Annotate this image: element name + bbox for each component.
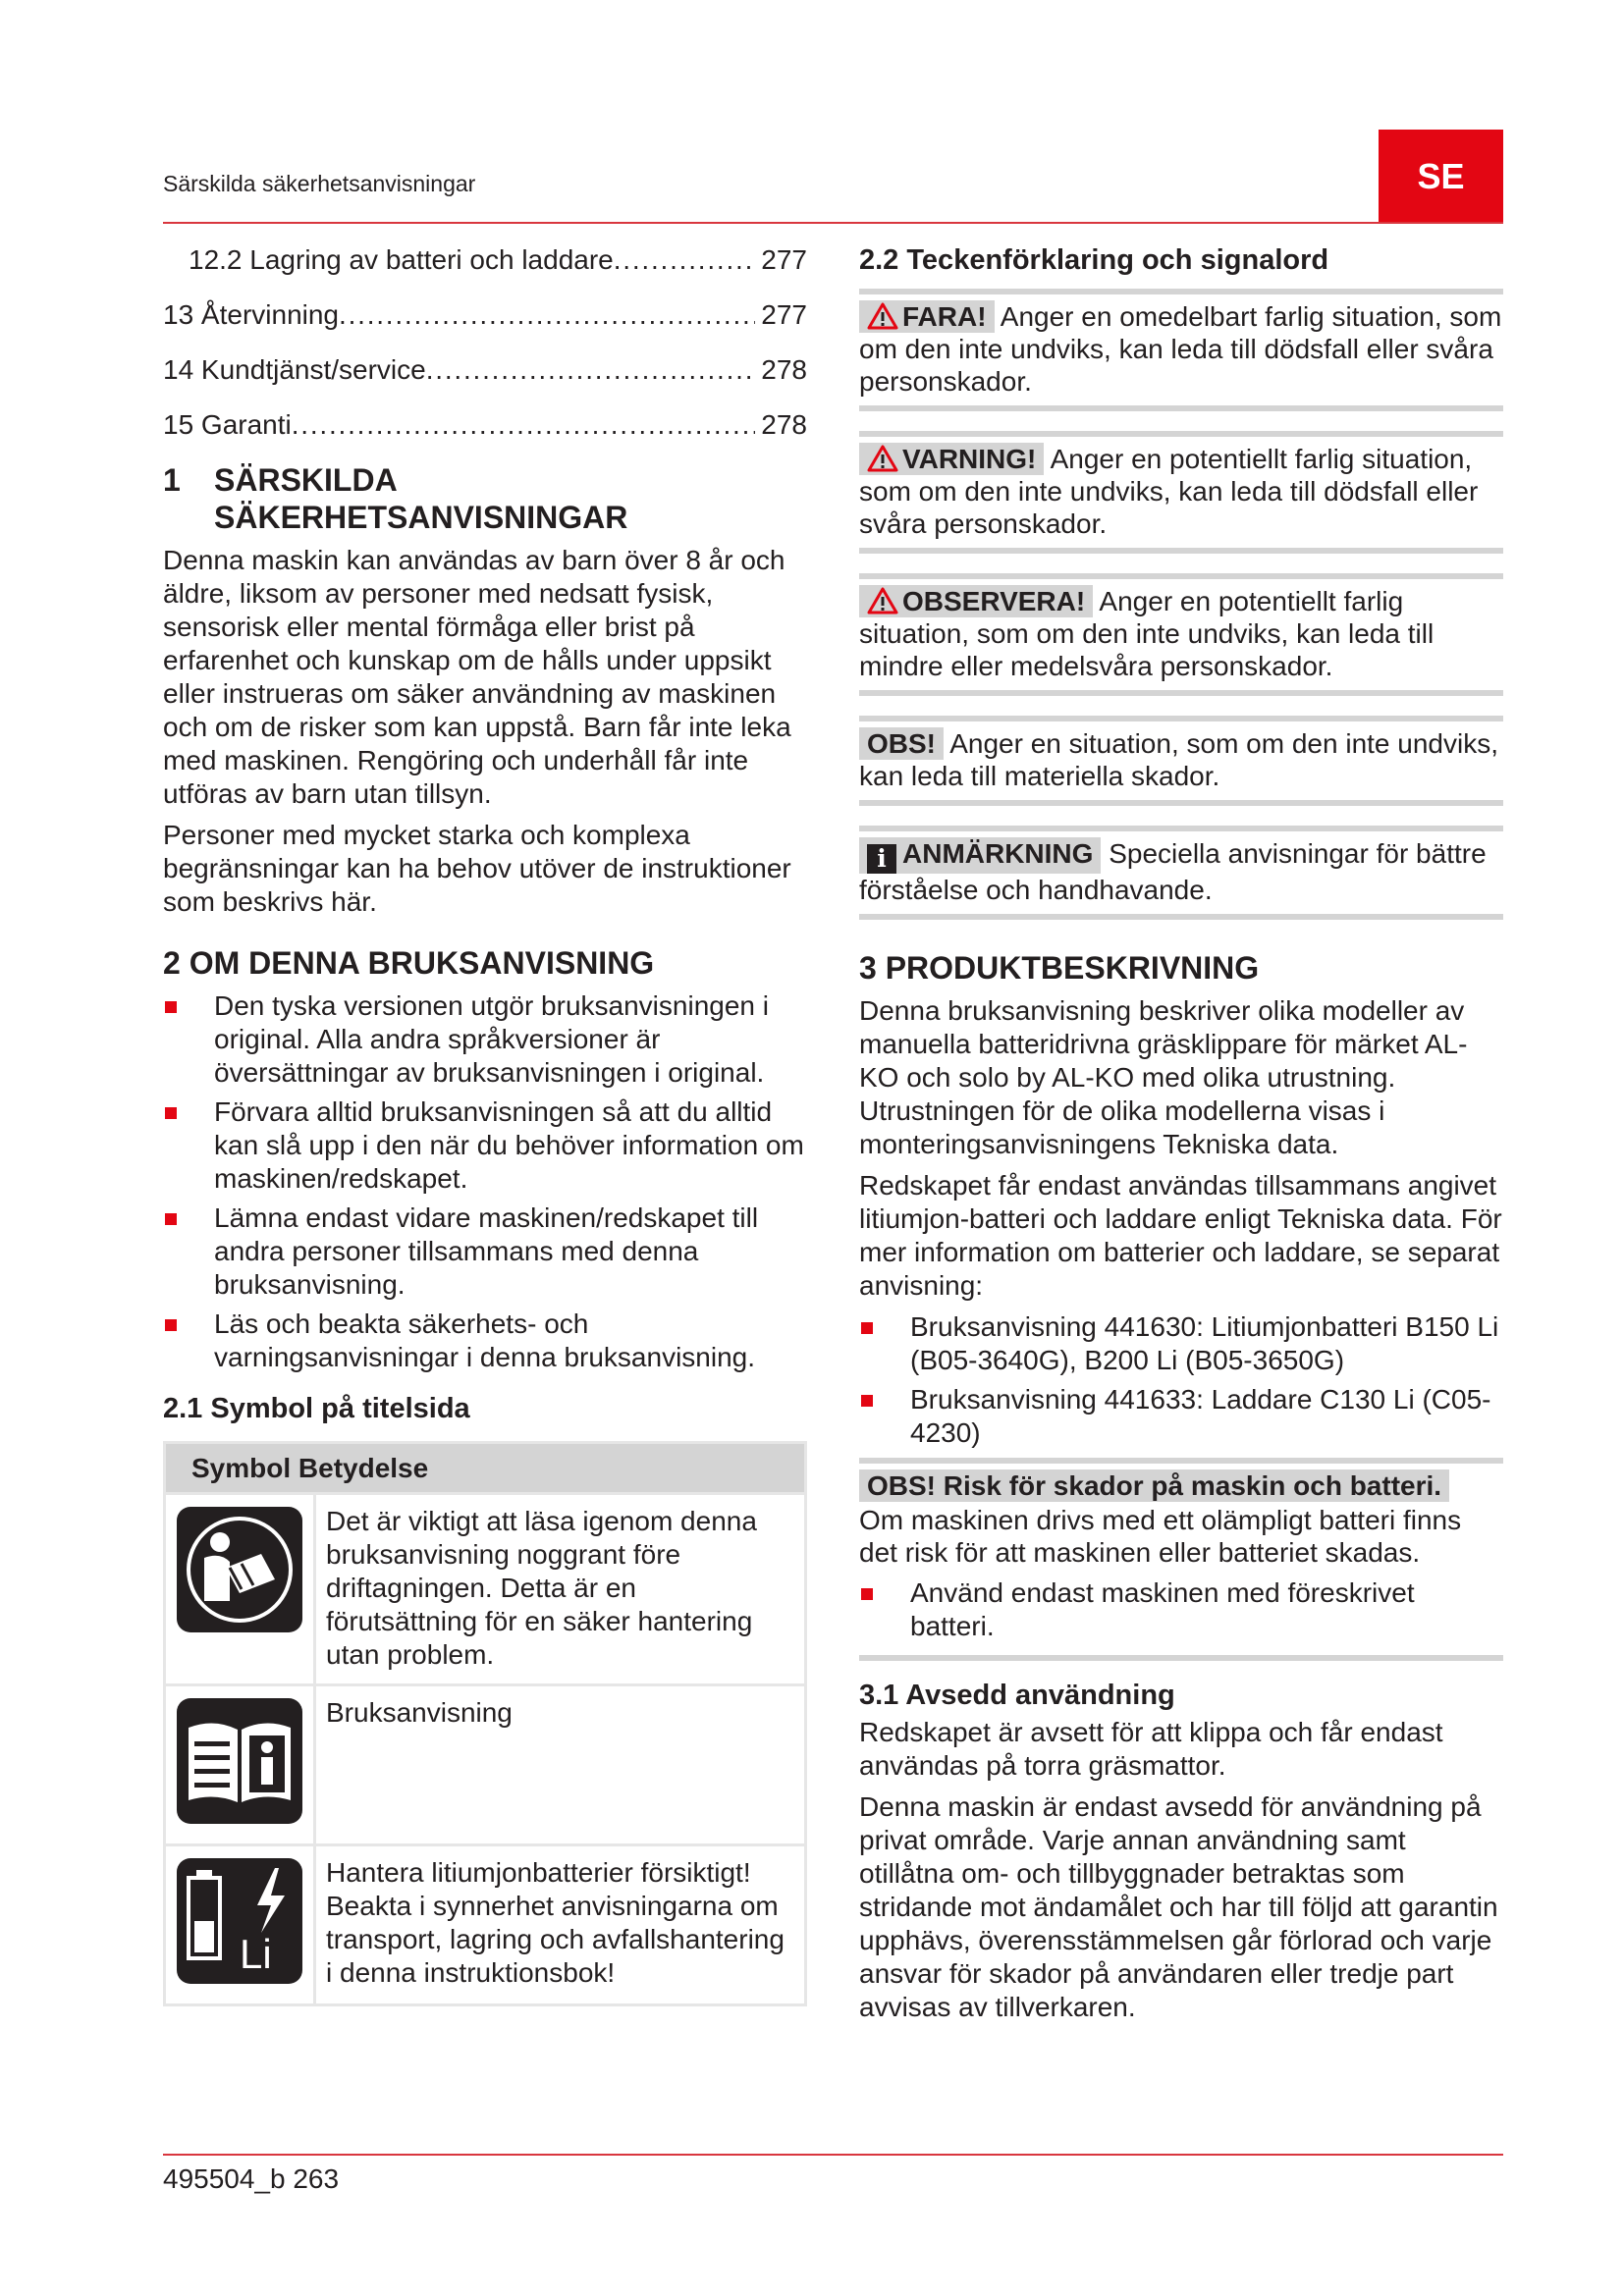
symbol-description: Bruksanvisning	[315, 1685, 806, 1845]
table-row	[165, 1685, 806, 1845]
list-item: Bruksanvisning 441630: Litiumjonbatteri B150 Li (B05-3640G), B200 Li (B05-3650G)	[859, 1310, 1503, 1377]
notice-text: Anger en potentiellt farlig situation, som om den inte undviks, kan leda till mindre eller medelsvåra personskador.	[859, 586, 1435, 681]
li-ion-battery-icon	[177, 1858, 302, 1984]
section-3-1-paragraph: Denna maskin är endast avsedd för användning på privat område. Varje annan användning samt otillåtna om- och tillbyggnader betraktas som stridande mot ändamålet och har till följd att garantin upphävs, överensstämmelsen går förlorad och varje ansvar för skador på användaren eller tredje part avvisas av tillverkaren.	[859, 1791, 1498, 2022]
header-rule	[163, 222, 1503, 224]
warning-triangle-icon	[867, 302, 898, 330]
section-3-1-paragraph: Redskapet är avsett för att klippa och får endast användas på torra gräsmattor.	[859, 1717, 1443, 1781]
section-2-1-heading: 2.1 Symbol på titelsida	[163, 1393, 470, 1424]
symbol-description: Det är viktigt att läsa igenom denna bruksanvisning noggrant före driftagningen. Detta är en förutsättning för en säker hantering utan problem.	[315, 1494, 806, 1685]
notice-tag: OBSERVERA!	[902, 586, 1086, 616]
footer-rule	[163, 2154, 1503, 2156]
notice-danger	[859, 289, 1503, 411]
section-3-heading: 3 PRODUKTBESKRIVNING	[859, 950, 1260, 986]
section-3-list	[859, 1310, 1503, 1450]
section-2-heading: 2 OM DENNA BRUKSANVISNING	[163, 945, 655, 981]
section-3-paragraph: Denna bruksanvisning beskriver olika modeller av manuella batteridrivna gräsklippare för märket AL-KO och solo by AL-KO med olika utrustning. Utrustningen för de olika modellerna visas i monteringsanvisningens Tekniska data.	[859, 995, 1468, 1159]
right-column	[859, 243, 1503, 2032]
running-header: Särskilda säkerhetsanvisningar	[163, 171, 476, 196]
table-row	[165, 1494, 806, 1685]
toc-entry[interactable]: 12.2 Lagring av batteri och laddare . . . 277	[163, 243, 807, 277]
toc-entry[interactable]: 14 Kundtjänst/service . . . 278	[163, 353, 807, 387]
language-badge: SE	[1379, 130, 1503, 223]
list-item: Läs och beakta säkerhets- och varningsanvisningar i denna bruksanvisning.	[163, 1308, 807, 1374]
warning-triangle-icon	[867, 445, 898, 472]
section-2-2-heading: 2.2 Teckenförklaring och signalord	[859, 244, 1329, 276]
notice-tag: OBS!	[859, 727, 944, 760]
notice-tag: OBS! Risk för skador på maskin och batteri.	[859, 1469, 1449, 1502]
notice-text: Om maskinen drivs med ett olämpligt batteri finns det risk för att maskinen eller batteriet skadas.	[859, 1505, 1462, 1568]
toc-entry[interactable]: 15 Garanti . . . 278	[163, 408, 807, 442]
list-item: Använd endast maskinen med föreskrivet batteri.	[859, 1576, 1503, 1643]
table-of-contents	[163, 243, 807, 442]
obs-battery-notice	[859, 1458, 1503, 1569]
warning-triangle-icon	[867, 587, 898, 614]
footer-document-number: 495504_b 263	[163, 2163, 340, 2194]
section-1-paragraph: Personer med mycket starka och komplexa begränsningar kan ha behov utöver de instruktioner som beskrivs här.	[163, 820, 791, 917]
notice-text: Speciella anvisningar för bättre förståelse och handhavande.	[859, 838, 1487, 905]
read-manual-icon	[177, 1507, 302, 1632]
list-item: Lämna endast vidare maskinen/redskapet till andra personer tillsammans med denna bruksanvisning.	[163, 1201, 807, 1302]
svg-text:Li: Li	[240, 1931, 272, 1977]
notice-obs	[859, 716, 1503, 806]
list-item: Bruksanvisning 441633: Laddare C130 Li (C05-4230)	[859, 1383, 1503, 1450]
list-item: Den tyska versionen utgör bruksanvisningen i original. Alla andra språkversioner är översättningar av bruksanvisningen i original.	[163, 989, 807, 1090]
info-icon: i	[867, 844, 896, 874]
notice-text: Anger en potentiellt farlig situation, som om den inte undviks, kan leda till dödsfall eller svåra personskador.	[859, 444, 1479, 539]
notice-caution	[859, 573, 1503, 696]
notice-tag: ANMÄRKNING	[902, 838, 1094, 869]
section-2-list	[163, 989, 807, 1374]
section-1-heading: 1 SÄRSKILDA SÄKERHETSANVISNINGAR	[163, 462, 628, 535]
list-item: Förvara alltid bruksanvisningen så att du alltid kan slå upp i den när du behöver information om maskinen/redskapet.	[163, 1095, 807, 1196]
toc-entry[interactable]: 13 Återvinning . . . 277	[163, 298, 807, 332]
notice-text: Anger en omedelbart farlig situation, som om den inte undviks, kan leda till dödsfall eller svåra personskador.	[859, 301, 1502, 397]
left-column	[163, 243, 807, 2006]
manual-info-icon	[177, 1698, 302, 1824]
symbol-table-header: Symbol Betydelse	[165, 1443, 806, 1494]
symbol-table	[163, 1441, 807, 2006]
section-3-1-heading: 3.1 Avsedd användning	[859, 1680, 1175, 1711]
notice-tag: FARA!	[902, 301, 987, 332]
notice-note	[859, 826, 1503, 920]
notice-tag: VARNING!	[902, 444, 1037, 474]
notice-warning	[859, 431, 1503, 554]
notice-text: Anger en situation, som om den inte undviks, kan leda till materiella skador.	[859, 728, 1498, 791]
table-row	[165, 1845, 806, 2005]
section-1-paragraph: Denna maskin kan användas av barn över 8 år och äldre, liksom av personer med nedsatt fysisk, sensorisk eller mental förmåga eller brist på erfarenhet och kunskap om de hålls under uppsikt eller instrueras om säker användning av maskinen och om de risker som kan uppstå. Barn får inte leka med maskinen. Rengöring och underhåll får inte utföras av barn utan tillsyn.	[163, 545, 791, 809]
symbol-description: Hantera litiumjonbatterier försiktigt! Beakta i synnerhet anvisningarna om transport, lagring och avfallshantering i denna instruktionsbok!	[315, 1845, 806, 2005]
section-3-paragraph: Redskapet får endast användas tillsammans angivet litiumjon-batteri och laddare enligt Tekniska data. För mer information om batterier och laddare, se separat anvisning:	[859, 1170, 1502, 1301]
